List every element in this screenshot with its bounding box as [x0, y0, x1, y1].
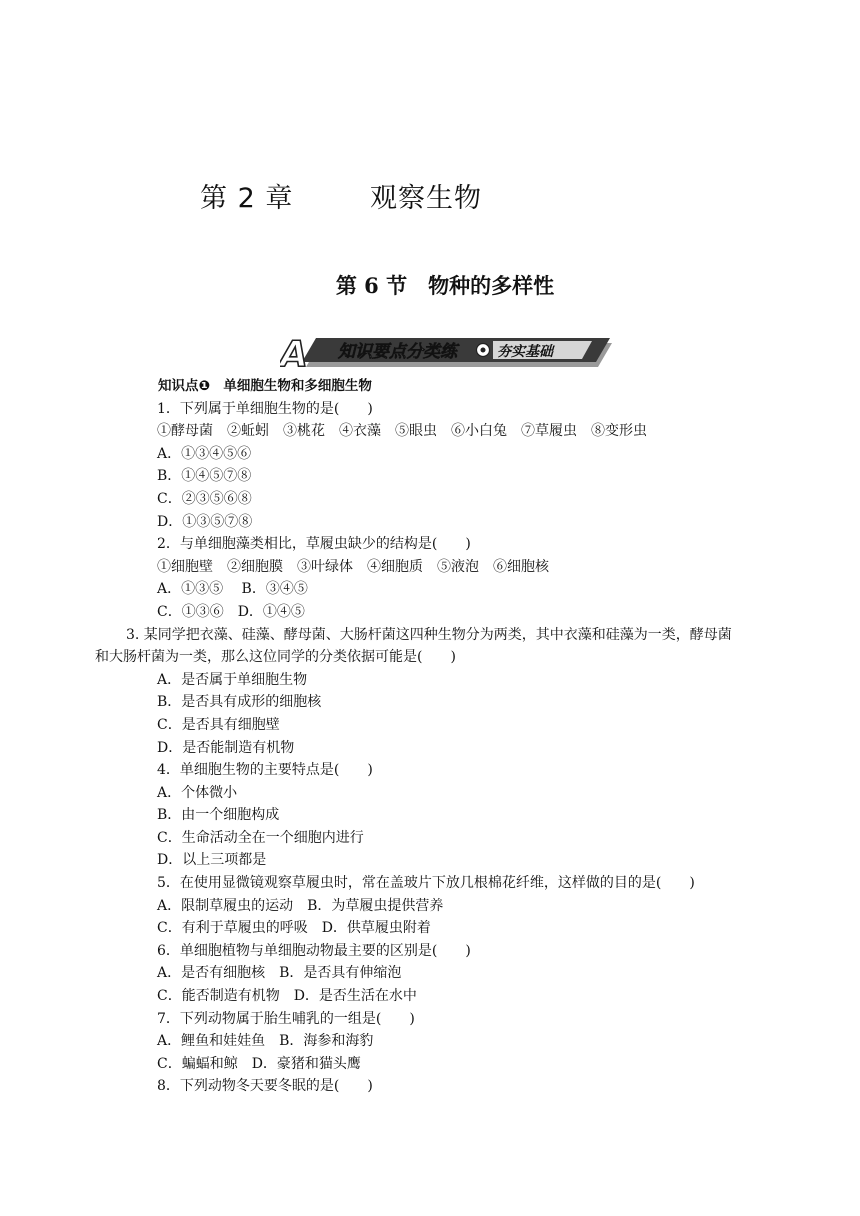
q4-option-d: D．以上三项都是: [157, 852, 267, 869]
q1-stem: 1．下列属于单细胞生物的是( ): [157, 400, 373, 417]
banner-letter: A: [280, 335, 308, 369]
q6-stem: 6．单细胞植物与单细胞动物最主要的区别是( ): [157, 942, 471, 959]
q4-stem: 4．单细胞生物的主要特点是( ): [157, 762, 373, 779]
q8-stem: 8．下列动物冬天要冬眠的是( ): [157, 1078, 373, 1095]
q3-option-c: C．是否具有细胞壁: [157, 716, 280, 733]
q1-items: ①酵母菌 ②蚯蚓 ③桃花 ④衣藻 ⑤眼虫 ⑥小白兔 ⑦草履虫 ⑧变形虫: [157, 423, 647, 440]
banner-main-text: 知识要点分类练: [338, 342, 457, 362]
q5-options-cd: C．有利于草履虫的呼吸 D．供草履虫附着: [157, 920, 431, 937]
q1-option-c: C．②③⑤⑥⑧: [157, 490, 252, 507]
q4-option-c: C．生命活动全在一个细胞内进行: [157, 829, 364, 846]
q3-stem: 3. 某同学把衣藻、硅藻、酵母菌、大肠杆菌这四种生物分为两类，其中衣藻和硅藻为一类，酵母菌和大肠杆菌为一类，那么这位同学的分类依据可能是( ): [95, 626, 732, 666]
q2-options-ab: A．①③⑤ B．③④⑤: [157, 581, 308, 598]
q5-options-ab: A．限制草履虫的运动 B．为草履虫提供营养: [157, 897, 444, 914]
q1-option-b: B．①④⑤⑦⑧: [157, 468, 252, 485]
q2-items: ①细胞壁 ②细胞膜 ③叶绿体 ④细胞质 ⑤液泡 ⑥细胞核: [157, 558, 549, 575]
chapter-title: 观察生物: [370, 183, 482, 214]
chapter-number: 第 2 章: [200, 183, 294, 214]
chapter-heading: [200, 176, 482, 215]
q1-option-a: A．①③④⑤⑥: [157, 445, 252, 462]
section-title: 第 6 节 物种的多样性: [335, 273, 555, 298]
q2-options-cd: C．①③⑥ D．①④⑤: [157, 603, 305, 620]
knowledge-point-heading: 知识点❶ 单细胞生物和多细胞生物: [158, 378, 372, 394]
q7-options-cd: C．蝙蝠和鲸 D．豪猪和猫头鹰: [157, 1055, 361, 1072]
q3-option-d: D．是否能制造有机物: [157, 739, 295, 756]
q6-options-ab: A．是否有细胞核 B．是否具有伸缩泡: [157, 965, 402, 982]
banner-sub-text: 夯实基础: [497, 344, 553, 360]
q2-stem: 2．与单细胞藻类相比，草履虫缺少的结构是( ): [157, 536, 471, 553]
q3-option-b: B．是否具有成形的细胞核: [157, 694, 322, 711]
section-banner: [280, 335, 620, 369]
q3-option-a: A．是否属于单细胞生物: [157, 671, 308, 688]
q4-option-b: B．由一个细胞构成: [157, 807, 280, 824]
q7-stem: 7．下列动物属于胎生哺乳的一组是( ): [157, 1010, 415, 1027]
banner-graphic: [280, 335, 620, 369]
q1-option-d: D．①③⑤⑦⑧: [157, 513, 253, 530]
q6-options-cd: C．能否制造有机物 D．是否生活在水中: [157, 988, 417, 1005]
q7-options-ab: A．鲤鱼和娃娃鱼 B．海参和海豹: [157, 1033, 374, 1050]
question-content: [95, 375, 736, 1098]
q4-option-a: A．个体微小: [157, 784, 238, 801]
q5-stem: 5．在使用显微镜观察草履虫时，常在盖玻片下放几根棉花纤维，这样做的目的是( ): [157, 875, 695, 892]
